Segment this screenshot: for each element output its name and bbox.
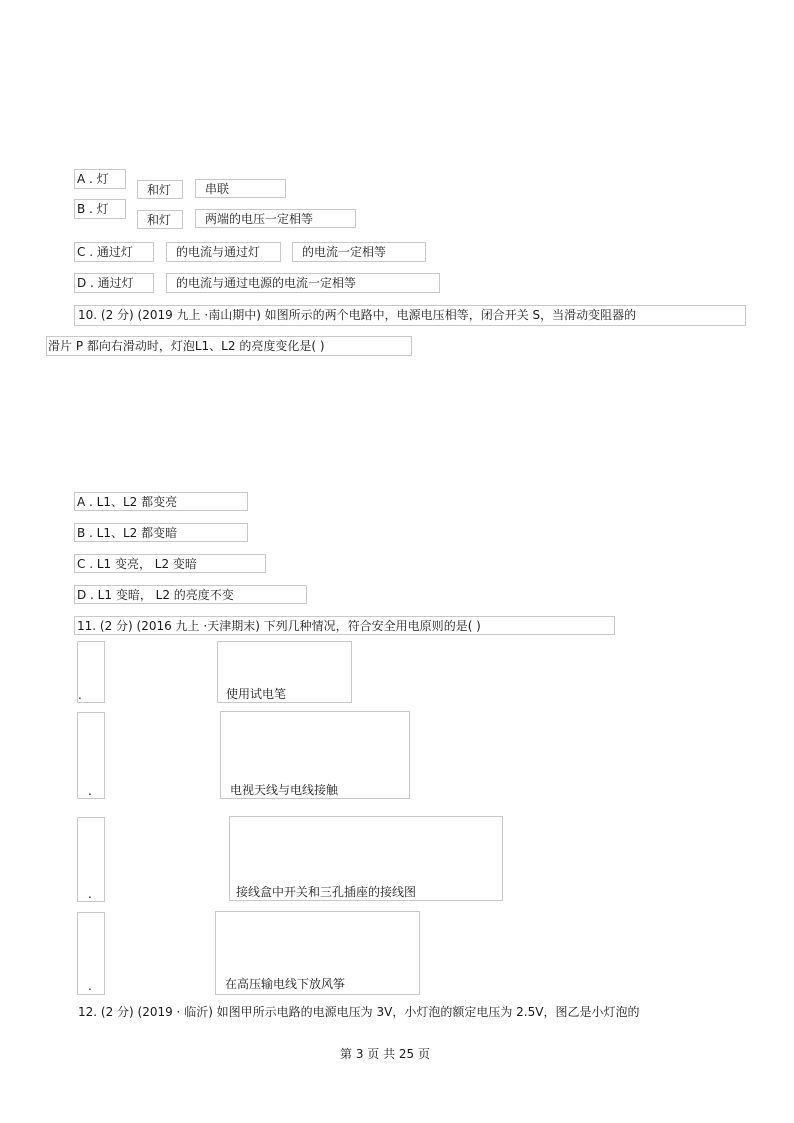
q9-option-d-label: D . 通过灯 [77,276,134,290]
q11-option-4-caption: 在高压输电线下放风筝 [225,977,346,991]
q10-stem-line1: 10. (2 分) (2019 九上 ·南山期中) 如图所示的两个电路中，电源电压相等，闭合开关 S，当滑动变阻器的 [78,308,637,322]
q9-option-b-label: B . 灯 [77,202,109,216]
q11-option-1-caption: 使用试电笔 [226,687,287,701]
q12-stem-line1: 12. (2 分) (2019 · 临沂) 如图甲所示电路的电源电压为 3V，小灯泡的额定电压为 2.5V，图乙是小灯泡的 [78,1005,640,1019]
q9-option-a-end: 串联 [205,182,230,196]
q9-option-d-end: 的电流与通过电源的电流一定相等 [176,276,357,290]
q10-option-b[interactable]: B . L1、L2 都变暗 [77,526,178,540]
q9-option-a-mid: 和灯 [147,183,172,197]
q10-stem-line2: 滑片 P 都向右滑动时，灯泡L1、L2 的亮度变化是( ) [48,339,325,353]
q11-option-3-caption: 接线盒中开关和三孔插座的接线图 [236,885,417,899]
q11-option-1-marker[interactable]: . [78,688,82,702]
q10-option-c[interactable]: C . L1 变亮， L2 变暗 [77,557,197,571]
page-indicator: 第 3 页 共 25 页 [340,1047,430,1061]
q11-stem: 11. (2 分) (2016 九上 ·天津期末) 下列几种情况，符合安全用电原则的是( ) [77,619,481,633]
q11-option-3-marker[interactable]: . [88,887,92,901]
q11-option-2-marker[interactable]: . [88,784,92,798]
q9-option-a-label: A . 灯 [77,172,109,186]
q9-option-b-end: 两端的电压一定相等 [205,212,314,226]
q9-option-c-label: C . 通过灯 [77,245,133,259]
q10-option-a[interactable]: A . L1、L2 都变亮 [77,495,178,509]
q10-option-d[interactable]: D . L1 变暗， L2 的亮度不变 [77,588,234,602]
q11-option-2-caption: 电视天线与电线接触 [230,783,339,797]
q11-option-4-marker[interactable]: . [88,979,92,993]
q9-option-c-end: 的电流一定相等 [302,245,387,259]
q9-option-b-mid: 和灯 [147,213,172,227]
q9-option-c-mid: 的电流与通过灯 [176,245,261,259]
